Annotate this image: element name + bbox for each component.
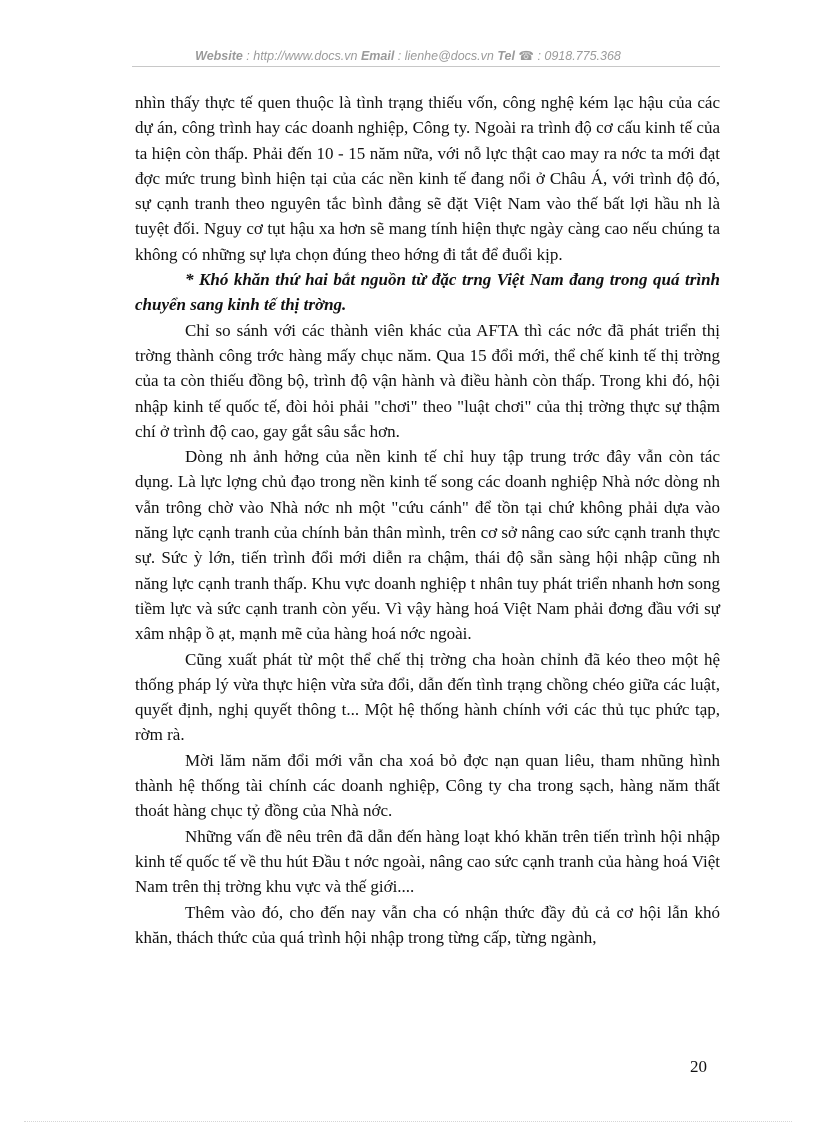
paragraph: Chỉ so sánh với các thành viên khác của AFTA thì các nớc đã phát triển thị trờng thành công trớc hàng mấy chục năm. Qua 15 đổi mới, thể chế kinh tế thị trờng của ta còn thiếu đồng bộ, trình độ vận hành và điều hành còn thấp. Trong khi đó, hội nhập kinh tế quốc tế, đòi hỏi phải "chơi" theo "luật chơi" của thị trờng thực sự thậm chí ở trình độ cao, gay gắt sâu sắc hơn.: [135, 320, 720, 441]
paragraph: Dòng nh ảnh hởng của nền kinh tế chỉ huy tập trung trớc đây vẫn còn tác dụng. Là lực lợng chủ đạo trong nền kinh tế song các doanh nghiệp Nhà nớc dòng nh vẫn trông chờ vào Nhà nớc nh một "cứu cánh" để tồn tại chứ không phải dựa vào năng lực cạnh tranh của chính bản thân mình, trên cơ sở nâng cao sức cạnh tranh thực sự. Sức ỳ lớn, tiến trình đổi mới diễn ra chậm, thái độ sẵn sàng hội nhập cũng nh năng lực cạnh tranh thấp. Khu vực doanh nghiệp t nhân tuy phát triển nhanh hơn song tiềm lực và sức cạnh tranh còn yếu. Vì vậy hàng hoá Việt Nam phải đơng đầu với sự xâm nhập ồ ạt, mạnh mẽ của hàng hoá nớc ngoài.: [135, 447, 720, 644]
paragraph: Thêm vào đó, cho đến nay vẫn cha có nhận thức đầy đủ cả cơ hội lẫn khó khăn, thách thức của quá trình hội nhập trong từng cấp, từng ngành,: [135, 902, 720, 947]
website-label: Website: [195, 49, 243, 63]
section-heading: * Khó khăn thứ hai bắt nguồn từ đặc trng Việt Nam đang trong quá trình chuyển sang kinh tế thị trờng.: [135, 270, 720, 315]
email-label: Email: [360, 49, 395, 63]
website-value: : http://www.docs.vn: [242, 49, 361, 63]
page-header: [0, 48, 816, 63]
body-text: [135, 90, 720, 950]
paragraph: Mời lăm năm đổi mới vẫn cha xoá bỏ đợc nạn quan liêu, tham nhũng hình thành hệ thống tài chính các doanh nghiệp, Công ty cha trong sạch, hàng năm thất thoát hàng chục tỷ đồng của Nhà nớc.: [135, 750, 720, 821]
tel-value: ☎ : 0918.775.368: [514, 49, 621, 63]
tel-label: Tel: [497, 49, 515, 63]
email-value: : lienhe@docs.vn: [394, 49, 498, 63]
paragraph-continued: nhìn thấy thực tế quen thuộc là tình trạng thiếu vốn, công nghệ kém lạc hậu của các dự án, công trình hay các doanh nghiệp, Công ty. Ngoài ra trình độ cơ cấu kinh tế của ta hiện còn thấp. Phải đến 10 - 15 năm nữa, với nỗ lực thật cao may ra nớc ta mới đạt đợc mức trung bình hiện tại của các nền kinh tế đang nổi ở Châu Á, với trình độ đó, sự cạnh tranh theo nguyên tắc bình đẳng sẽ đặt Việt Nam vào thế bất lợi hầu nh là tuyệt đối. Nguy cơ tụt hậu xa hơn sẽ mang tính hiện thực ngày càng cao nếu chúng ta không có những sự lựa chọn đúng theo hớng đi tắt để đuổi kịp.: [135, 93, 720, 264]
header-divider: [132, 66, 720, 67]
page-number: 20: [690, 1057, 707, 1076]
paragraph: Cũng xuất phát từ một thể chế thị trờng cha hoàn chỉnh đã kéo theo một hệ thống pháp lý vừa thực hiện vừa sửa đổi, dẫn đến tình trạng chồng chéo giữa các luật, quyết định, nghị quyết thông t... Một hệ thống hành chính với các thủ tục phức tạp, rờm rà.: [135, 649, 720, 745]
page-bottom-divider: [24, 1121, 792, 1122]
paragraph: Những vấn đề nêu trên đã dẫn đến hàng loạt khó khăn trên tiến trình hội nhập kinh tế quốc tế về thu hút Đầu t nớc ngoài, nâng cao sức cạnh tranh của hàng hoá Việt Nam trên thị trờng khu vực và thế giới....: [135, 826, 720, 897]
